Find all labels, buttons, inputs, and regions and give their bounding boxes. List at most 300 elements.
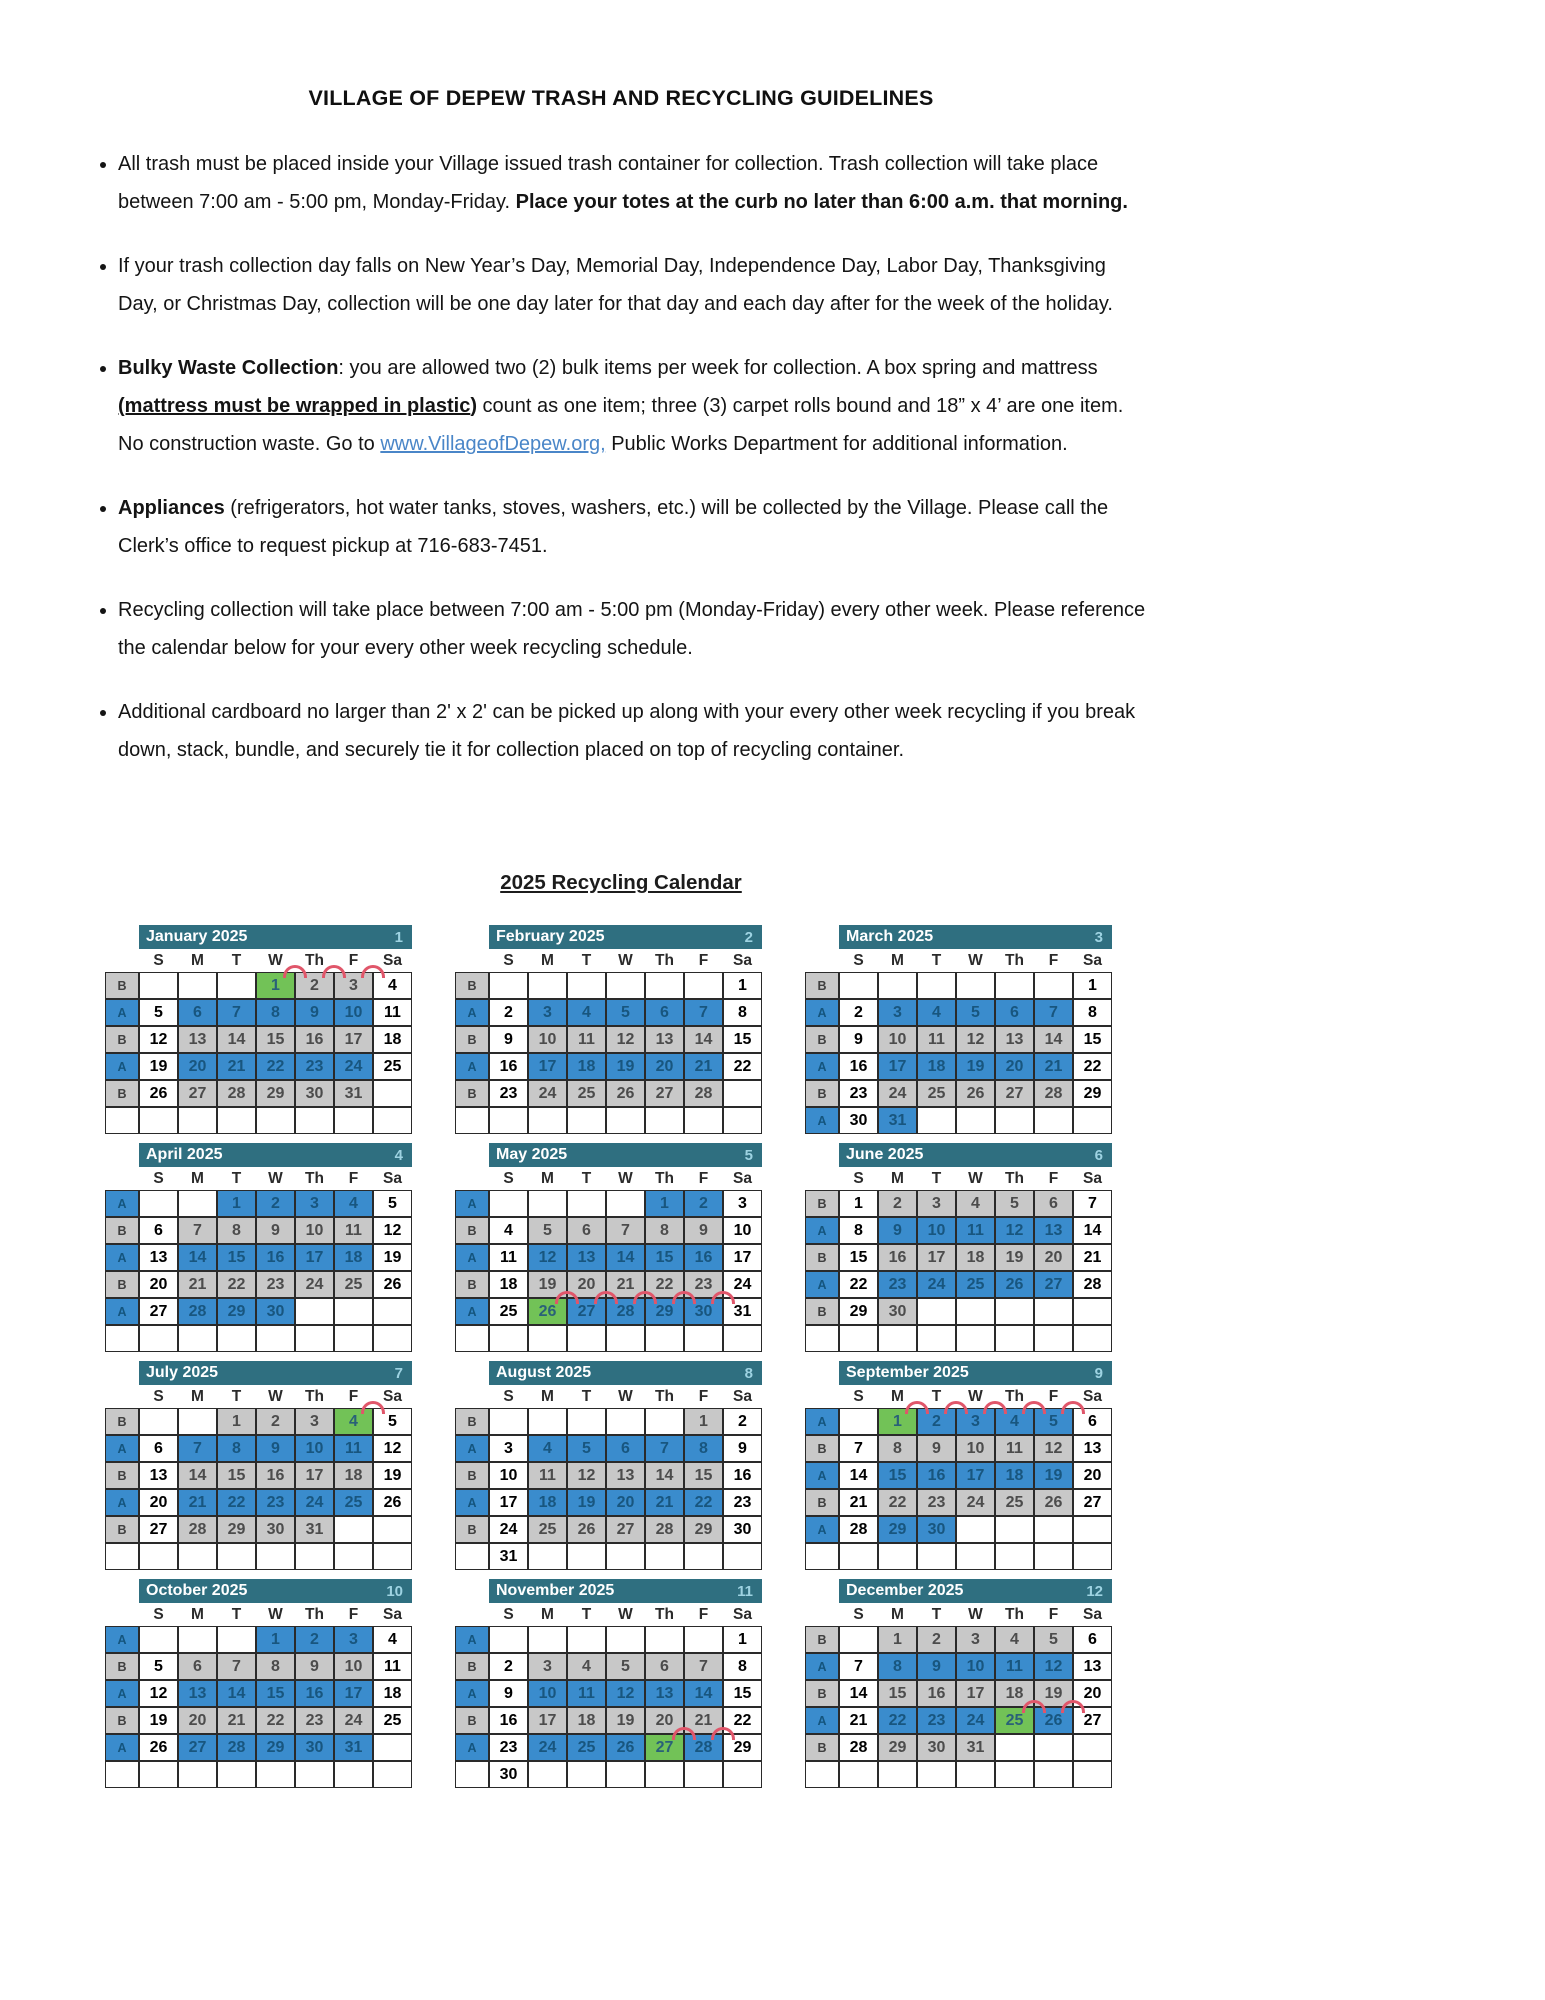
day-cell: 26 — [373, 1489, 412, 1516]
day-cell — [528, 1543, 567, 1570]
day-cell: 12 — [1034, 1653, 1073, 1680]
day-cell — [917, 1543, 956, 1570]
day-cell: 21 — [178, 1271, 217, 1298]
day-cell: 14 — [217, 1026, 256, 1053]
day-cell: 19 — [995, 1244, 1034, 1271]
day-cell: 30 — [489, 1761, 528, 1788]
week-label-cell: B — [105, 1217, 139, 1244]
day-cell: 9 — [256, 1217, 295, 1244]
day-cell: 27 — [1073, 1707, 1112, 1734]
week-label-cell: A — [805, 1462, 839, 1489]
day-cell: 18 — [489, 1271, 528, 1298]
day-cell: 17 — [528, 1707, 567, 1734]
day-cell — [684, 1543, 723, 1570]
week-label-cell: B — [805, 972, 839, 999]
week-label-cell — [105, 1107, 139, 1134]
day-cell: 11 — [528, 1462, 567, 1489]
day-cell: 22 — [256, 1707, 295, 1734]
day-cell: 11 — [334, 1217, 373, 1244]
week-row — [455, 1107, 762, 1134]
day-cell: 5 — [606, 999, 645, 1026]
day-cell: 20 — [178, 1053, 217, 1080]
day-cell: 21 — [178, 1489, 217, 1516]
day-cell: 10 — [723, 1217, 762, 1244]
holiday-day-cell: 1 — [878, 1408, 917, 1435]
day-cell: 25 — [334, 1489, 373, 1516]
day-cell: 19 — [956, 1053, 995, 1080]
weekday-header: T — [931, 1169, 942, 1187]
week-row — [805, 972, 1112, 999]
day-cell: 6 — [178, 1653, 217, 1680]
day-cell: 31 — [878, 1107, 917, 1134]
weekday-header: T — [931, 1605, 942, 1623]
week-row — [455, 1707, 762, 1734]
day-cell: 28 — [178, 1516, 217, 1543]
day-cell: 4 — [567, 999, 606, 1026]
day-cell — [606, 1761, 645, 1788]
day-cell: 11 — [373, 999, 412, 1026]
day-cell: 13 — [178, 1026, 217, 1053]
day-cell: 17 — [956, 1680, 995, 1707]
day-cell — [684, 1107, 723, 1134]
day-cell: 2 — [839, 999, 878, 1026]
day-cell: 3 — [956, 1408, 995, 1435]
day-cell: 20 — [606, 1489, 645, 1516]
holiday-day-cell: 4 — [334, 1408, 373, 1435]
day-cell: 8 — [723, 1653, 762, 1680]
week-label-cell: B — [805, 1626, 839, 1653]
day-cell: 9 — [489, 1680, 528, 1707]
day-cell — [373, 1761, 412, 1788]
day-cell — [567, 1107, 606, 1134]
week-row — [105, 1053, 412, 1080]
day-cell: 22 — [217, 1271, 256, 1298]
day-cell: 4 — [528, 1435, 567, 1462]
week-label-cell: A — [105, 1053, 139, 1080]
day-cell: 25 — [956, 1271, 995, 1298]
day-cell: 29 — [878, 1734, 917, 1761]
day-cell: 28 — [1034, 1080, 1073, 1107]
week-label-cell: A — [805, 999, 839, 1026]
day-cell: 12 — [139, 1026, 178, 1053]
weekday-header: F — [698, 1605, 709, 1623]
day-cell — [178, 1761, 217, 1788]
week-row — [455, 1325, 762, 1352]
weekday-header: T — [581, 1169, 592, 1187]
day-cell: 11 — [334, 1435, 373, 1462]
day-cell: 9 — [295, 1653, 334, 1680]
week-label-cell: B — [805, 1080, 839, 1107]
day-cell — [528, 1190, 567, 1217]
day-cell — [956, 1107, 995, 1134]
day-cell: 20 — [1073, 1680, 1112, 1707]
month-number: 4 — [394, 1146, 403, 1164]
day-cell — [139, 1543, 178, 1570]
day-cell: 7 — [606, 1217, 645, 1244]
day-cell: 23 — [256, 1489, 295, 1516]
day-cell: 3 — [334, 1626, 373, 1653]
weekday-header: M — [891, 1387, 904, 1405]
day-cell: 20 — [995, 1053, 1034, 1080]
day-cell: 14 — [606, 1244, 645, 1271]
day-cell: 20 — [139, 1489, 178, 1516]
weekday-header: T — [931, 1387, 942, 1405]
day-cell: 26 — [139, 1734, 178, 1761]
week-row — [105, 1707, 412, 1734]
day-cell — [334, 1543, 373, 1570]
day-cell: 18 — [567, 1053, 606, 1080]
day-cell: 11 — [373, 1653, 412, 1680]
week-row — [805, 1707, 1112, 1734]
day-cell: 8 — [723, 999, 762, 1026]
day-cell: 30 — [839, 1107, 878, 1134]
day-cell: 13 — [139, 1462, 178, 1489]
day-cell — [723, 1543, 762, 1570]
day-cell: 23 — [489, 1080, 528, 1107]
day-cell: 20 — [178, 1707, 217, 1734]
week-row — [455, 1053, 762, 1080]
week-label-cell: A — [105, 1626, 139, 1653]
month-name: February 2025 — [496, 928, 605, 945]
day-cell: 10 — [528, 1026, 567, 1053]
day-cell: 23 — [878, 1271, 917, 1298]
guidelines-list — [92, 145, 1150, 769]
guideline-item — [118, 145, 1150, 221]
day-cell: 2 — [489, 999, 528, 1026]
day-cell: 14 — [178, 1244, 217, 1271]
day-cell — [217, 1761, 256, 1788]
day-cell: 28 — [839, 1734, 878, 1761]
day-cell — [373, 1516, 412, 1543]
day-cell: 5 — [373, 1408, 412, 1435]
day-cell: 16 — [489, 1053, 528, 1080]
week-row — [805, 1298, 1112, 1325]
day-cell: 22 — [878, 1707, 917, 1734]
day-cell: 4 — [567, 1653, 606, 1680]
day-cell: 17 — [723, 1244, 762, 1271]
week-label-cell: B — [455, 1462, 489, 1489]
day-cell — [528, 972, 567, 999]
day-cell — [645, 1325, 684, 1352]
day-cell — [645, 1107, 684, 1134]
day-cell: 8 — [684, 1435, 723, 1462]
day-cell: 29 — [684, 1516, 723, 1543]
weekday-header: M — [891, 951, 904, 969]
day-cell: 11 — [917, 1026, 956, 1053]
weekday-header: T — [931, 951, 942, 969]
day-cell — [489, 1408, 528, 1435]
day-cell: 19 — [1034, 1462, 1073, 1489]
weekday-header: Sa — [733, 1169, 752, 1187]
week-row — [805, 1761, 1112, 1788]
day-cell: 18 — [528, 1489, 567, 1516]
document-page — [92, 86, 1150, 1788]
day-cell: 25 — [334, 1271, 373, 1298]
day-cell — [489, 1626, 528, 1653]
day-cell: 19 — [606, 1707, 645, 1734]
guideline-text: Recycling collection will take place between 7:00 am - 5:00 pm (Monday-Friday) every other week. Please reference the calendar below for your every other week recycling schedule. — [118, 599, 1146, 659]
week-label-cell: B — [805, 1244, 839, 1271]
day-cell — [606, 1325, 645, 1352]
weekday-header: M — [191, 951, 204, 969]
week-row — [455, 1761, 762, 1788]
week-label-cell — [455, 1325, 489, 1352]
day-cell: 15 — [878, 1462, 917, 1489]
day-cell: 24 — [334, 1707, 373, 1734]
week-row — [805, 1325, 1112, 1352]
week-row — [455, 1080, 762, 1107]
day-cell: 19 — [373, 1244, 412, 1271]
day-cell: 12 — [956, 1026, 995, 1053]
day-cell: 5 — [528, 1217, 567, 1244]
week-row — [805, 1217, 1112, 1244]
day-cell — [956, 1761, 995, 1788]
day-cell: 18 — [373, 1680, 412, 1707]
weekday-header: W — [268, 951, 283, 969]
week-row — [105, 1325, 412, 1352]
day-cell: 15 — [723, 1680, 762, 1707]
day-cell: 13 — [178, 1680, 217, 1707]
day-cell — [606, 1626, 645, 1653]
day-cell: 27 — [1034, 1271, 1073, 1298]
day-cell: 29 — [645, 1298, 684, 1325]
week-row — [455, 1244, 762, 1271]
day-cell: 5 — [606, 1653, 645, 1680]
day-cell: 25 — [373, 1707, 412, 1734]
day-cell: 10 — [528, 1680, 567, 1707]
week-label-cell: A — [805, 1107, 839, 1134]
day-cell: 2 — [684, 1190, 723, 1217]
day-cell — [956, 1543, 995, 1570]
week-row — [805, 1080, 1112, 1107]
week-row — [105, 1107, 412, 1134]
weekday-header: S — [853, 1387, 864, 1405]
month-calendar — [455, 1143, 762, 1352]
day-cell — [684, 972, 723, 999]
weekday-header-row — [805, 1167, 1112, 1190]
day-cell: 9 — [839, 1026, 878, 1053]
day-cell: 19 — [139, 1053, 178, 1080]
month-number: 3 — [1094, 928, 1103, 946]
day-cell: 22 — [878, 1489, 917, 1516]
month-name: June 2025 — [846, 1146, 924, 1163]
day-cell — [917, 1107, 956, 1134]
day-cell: 1 — [217, 1190, 256, 1217]
week-label-cell: A — [455, 1298, 489, 1325]
weekday-header: S — [503, 951, 514, 969]
day-cell: 28 — [217, 1734, 256, 1761]
weekday-header: F — [348, 1605, 359, 1623]
week-row — [805, 1489, 1112, 1516]
day-cell: 2 — [917, 1408, 956, 1435]
week-row — [455, 1217, 762, 1244]
month-header — [139, 1143, 412, 1167]
weekday-header: W — [618, 1169, 633, 1187]
month-number: 8 — [744, 1364, 753, 1382]
day-cell: 1 — [645, 1190, 684, 1217]
week-label-cell: B — [805, 1190, 839, 1217]
day-cell: 6 — [178, 999, 217, 1026]
day-cell — [295, 1107, 334, 1134]
day-cell: 12 — [528, 1244, 567, 1271]
week-label-cell: B — [805, 1435, 839, 1462]
month-name: August 2025 — [496, 1364, 592, 1381]
day-cell: 21 — [645, 1489, 684, 1516]
weekday-header: F — [348, 1387, 359, 1405]
day-cell: 1 — [684, 1408, 723, 1435]
week-label-cell: B — [105, 1026, 139, 1053]
day-cell: 25 — [373, 1053, 412, 1080]
day-cell — [839, 1408, 878, 1435]
week-row — [105, 1543, 412, 1570]
day-cell: 4 — [373, 972, 412, 999]
day-cell: 21 — [684, 1707, 723, 1734]
day-cell — [1034, 1543, 1073, 1570]
day-cell: 10 — [489, 1462, 528, 1489]
day-cell — [217, 1626, 256, 1653]
day-cell: 22 — [1073, 1053, 1112, 1080]
day-cell: 3 — [489, 1435, 528, 1462]
day-cell — [995, 1516, 1034, 1543]
day-cell — [1034, 1298, 1073, 1325]
day-cell: 3 — [528, 1653, 567, 1680]
day-cell: 29 — [839, 1298, 878, 1325]
day-cell — [1073, 1107, 1112, 1134]
day-cell: 7 — [839, 1653, 878, 1680]
month-calendar — [455, 1361, 762, 1570]
day-cell — [178, 972, 217, 999]
day-cell — [334, 1298, 373, 1325]
week-label-cell: B — [105, 1462, 139, 1489]
day-cell: 14 — [839, 1680, 878, 1707]
depew-website-link[interactable]: www.VillageofDepew.org, — [380, 433, 606, 455]
weekday-header: F — [698, 951, 709, 969]
week-row — [105, 1761, 412, 1788]
week-row — [105, 1489, 412, 1516]
day-cell — [606, 1107, 645, 1134]
day-cell: 18 — [995, 1680, 1034, 1707]
day-cell: 3 — [528, 999, 567, 1026]
day-cell — [839, 972, 878, 999]
day-cell: 24 — [528, 1734, 567, 1761]
day-cell: 15 — [684, 1462, 723, 1489]
weekday-header: W — [968, 1387, 983, 1405]
week-label-cell — [455, 1107, 489, 1134]
day-cell: 7 — [178, 1435, 217, 1462]
day-cell: 19 — [567, 1489, 606, 1516]
day-cell — [567, 1190, 606, 1217]
day-cell: 10 — [878, 1026, 917, 1053]
week-row — [105, 1435, 412, 1462]
day-cell: 3 — [723, 1190, 762, 1217]
weekday-header: M — [191, 1169, 204, 1187]
day-cell — [839, 1325, 878, 1352]
day-cell: 17 — [295, 1244, 334, 1271]
week-row — [105, 1271, 412, 1298]
month-name: March 2025 — [846, 928, 934, 945]
week-label-cell: B — [455, 1408, 489, 1435]
day-cell: 17 — [295, 1462, 334, 1489]
weekday-header: Th — [1005, 1169, 1024, 1187]
month-name: April 2025 — [146, 1146, 223, 1163]
week-row — [805, 1026, 1112, 1053]
day-cell: 10 — [295, 1435, 334, 1462]
guideline-item — [118, 489, 1150, 565]
day-cell: 7 — [1073, 1190, 1112, 1217]
weekday-header: S — [853, 951, 864, 969]
day-cell: 30 — [917, 1516, 956, 1543]
day-cell — [139, 1325, 178, 1352]
day-cell: 15 — [217, 1244, 256, 1271]
day-cell: 28 — [684, 1080, 723, 1107]
week-label-cell: A — [105, 1489, 139, 1516]
day-cell: 10 — [334, 999, 373, 1026]
week-label-cell: B — [805, 1026, 839, 1053]
day-cell — [995, 1107, 1034, 1134]
week-label-cell: A — [805, 1217, 839, 1244]
day-cell: 29 — [723, 1734, 762, 1761]
weekday-header: Th — [655, 1387, 674, 1405]
weekday-header: Th — [655, 1169, 674, 1187]
day-cell: 6 — [1073, 1408, 1112, 1435]
guideline-text: ) — [470, 395, 477, 417]
day-cell — [917, 1298, 956, 1325]
weekday-header: S — [153, 1169, 164, 1187]
day-cell — [995, 972, 1034, 999]
day-cell: 9 — [917, 1653, 956, 1680]
day-cell: 6 — [606, 1435, 645, 1462]
day-cell — [256, 1325, 295, 1352]
day-cell — [1034, 1516, 1073, 1543]
weekday-header: S — [503, 1387, 514, 1405]
week-label-cell: B — [455, 1271, 489, 1298]
weekday-header: Sa — [733, 1387, 752, 1405]
weekday-header: W — [618, 951, 633, 969]
day-cell — [295, 1298, 334, 1325]
day-cell: 28 — [606, 1298, 645, 1325]
day-cell: 22 — [723, 1707, 762, 1734]
week-row — [105, 1408, 412, 1435]
week-row — [805, 1653, 1112, 1680]
day-cell: 21 — [839, 1489, 878, 1516]
day-cell: 4 — [373, 1626, 412, 1653]
day-cell: 8 — [256, 1653, 295, 1680]
day-cell: 23 — [684, 1271, 723, 1298]
day-cell: 30 — [256, 1516, 295, 1543]
day-cell: 25 — [567, 1734, 606, 1761]
day-cell: 26 — [567, 1516, 606, 1543]
day-cell: 28 — [1073, 1271, 1112, 1298]
day-cell — [334, 1761, 373, 1788]
week-row — [805, 1462, 1112, 1489]
week-label-cell: A — [105, 999, 139, 1026]
day-cell: 24 — [295, 1271, 334, 1298]
day-cell — [606, 972, 645, 999]
day-cell: 6 — [567, 1217, 606, 1244]
day-cell — [1034, 972, 1073, 999]
weekday-header-row — [455, 1167, 762, 1190]
week-label-cell: A — [455, 1626, 489, 1653]
weekday-header: S — [153, 1387, 164, 1405]
day-cell — [645, 1408, 684, 1435]
day-cell: 15 — [839, 1244, 878, 1271]
day-cell: 18 — [956, 1244, 995, 1271]
week-row — [805, 1271, 1112, 1298]
weekday-header: F — [348, 951, 359, 969]
day-cell: 20 — [645, 1053, 684, 1080]
day-cell: 11 — [567, 1680, 606, 1707]
weekday-header: S — [503, 1605, 514, 1623]
